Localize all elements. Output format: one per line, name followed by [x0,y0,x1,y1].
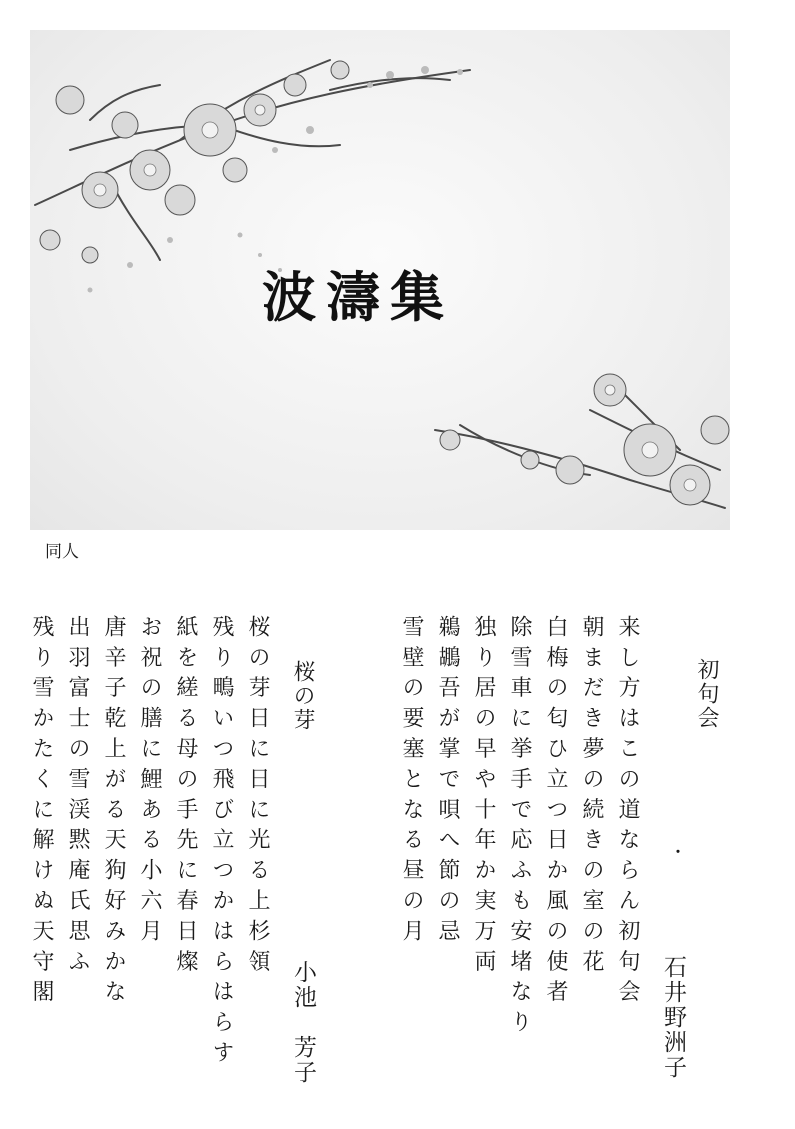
poem-line: 来し方はこの道ならん初句会 [615,615,640,1011]
poem-line: 鵜鶘吾が掌で唄へ節の忌 [435,615,460,950]
group-heading: 初句会 [694,658,719,730]
poem-line: 唐辛子乾上がる天狗好みかな [101,615,126,1011]
poem-line: 雪壁の要塞となる昼の月 [399,615,424,950]
poem-line: 白梅の匂ひ立つ日か風の使者 [543,615,568,1011]
separator-dot: ・ [671,845,685,861]
poem-line: お祝の膳に鯉ある小六月 [137,615,162,950]
group-heading: 桜の芽 [290,660,315,732]
page-title: 波濤集 [262,266,454,329]
poem-line: 除雪車に挙手で応ふも安堵なり [507,615,532,1041]
author-name: 小池 芳子 [290,960,316,1085]
author-name: 石井野洲子 [660,955,686,1080]
poem-line: 朝まだき夢の続きの室の花 [579,615,604,980]
poem-line: 独り居の早や十年か実万両 [471,615,496,980]
poem-line: 紙を縒る母の手先に春日燦 [173,615,198,980]
poem-line: 残り鴫いつ飛び立つかはらはらす [209,615,234,1071]
poem-line: 出羽富士の雪渓黙庵氏思ふ [65,615,90,980]
poem-line: 桜の芽日に日に光る上杉領 [245,615,270,980]
poem-line: 残り雪かたくに解けぬ天守閣 [29,615,54,1011]
section-label: 同人 [45,542,79,562]
